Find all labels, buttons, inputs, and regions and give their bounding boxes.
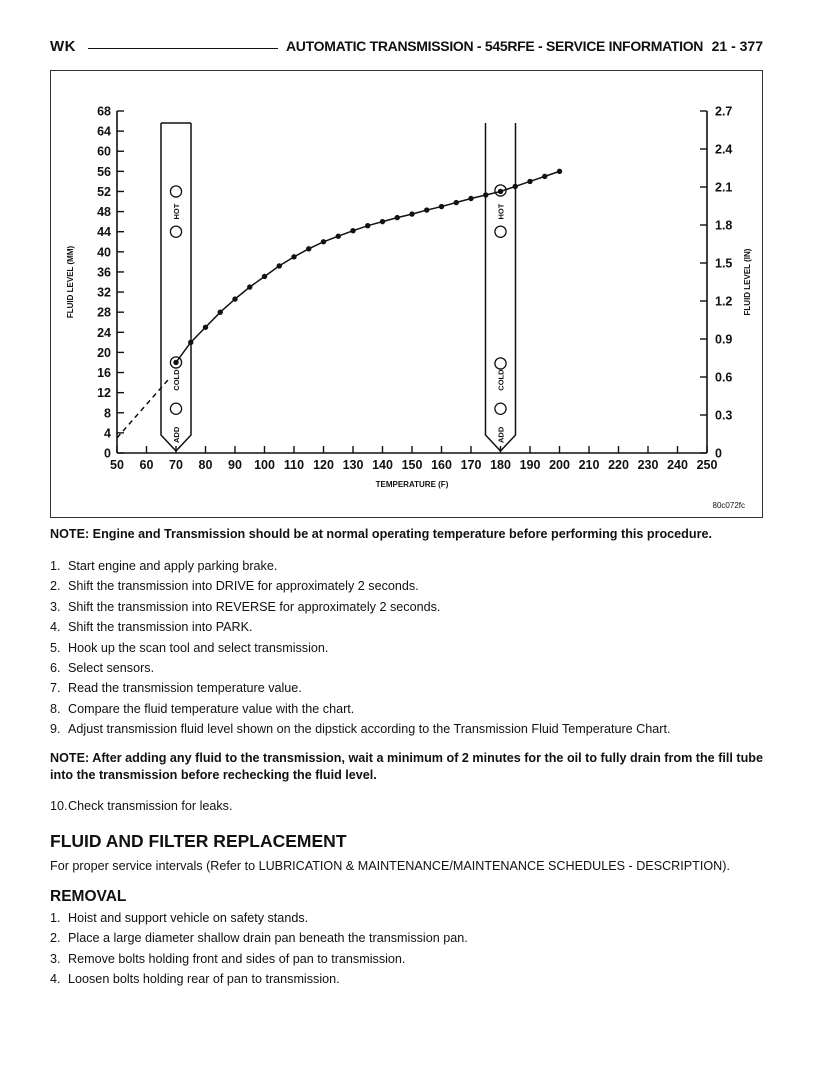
x-tick-label: 240	[667, 458, 688, 472]
x-tick-label: 70	[169, 458, 183, 472]
step-text: Read the transmission temperature value.	[68, 681, 302, 696]
y2-tick-label: 1.2	[715, 294, 733, 309]
step-text: Select sensors.	[68, 660, 155, 675]
step-number: 4.	[50, 620, 61, 635]
data-point	[424, 207, 429, 212]
data-point	[454, 200, 459, 205]
y-tick-label: 8	[104, 406, 111, 421]
data-point	[557, 169, 562, 174]
y2-tick-label: 2.1	[715, 180, 733, 195]
dipstick-hot-label: HOT	[172, 203, 181, 220]
dipstick-cold-range	[161, 123, 191, 451]
x-tick-label: 200	[549, 458, 570, 472]
list-item	[50, 597, 763, 617]
step-number: 9.	[50, 722, 61, 737]
data-point	[468, 196, 473, 201]
list-item	[50, 678, 763, 698]
fluid-level-chart	[51, 71, 764, 519]
y2-tick-label: 0	[715, 446, 722, 461]
x-tick-label: 60	[139, 458, 154, 472]
step-number: 6.	[50, 660, 61, 675]
y2-tick-label: 2.4	[715, 142, 733, 157]
step-number: 4.	[50, 972, 61, 987]
y-tick-label: 4	[104, 426, 111, 441]
data-point	[542, 174, 547, 179]
data-point	[409, 211, 414, 216]
list-item	[50, 658, 763, 678]
step-text: Adjust transmission fluid level shown on the dipstick according to the Transmission Fluid Temperature Chart.	[68, 722, 671, 737]
data-point	[395, 215, 400, 220]
step-number: 7.	[50, 681, 61, 696]
data-point	[527, 179, 532, 184]
dipstick-hot-range	[486, 123, 516, 451]
x-tick-label: 220	[608, 458, 629, 472]
dipstick-cold-label: COLD	[172, 369, 181, 391]
y-tick-label: 24	[97, 325, 111, 340]
data-point	[262, 274, 267, 279]
step-text: Compare the fluid temperature value with the chart.	[68, 701, 355, 716]
list-item	[50, 719, 763, 739]
fluid-level-chart-figure	[50, 70, 763, 518]
x-tick-label: 190	[519, 458, 541, 472]
procedure-content	[50, 526, 763, 989]
hot-mark-lower	[170, 226, 181, 237]
y-tick-label: 40	[97, 245, 111, 260]
header-vehicle-code: WK	[50, 38, 76, 55]
list-item	[50, 949, 763, 969]
x-tick-label: 100	[254, 458, 275, 472]
procedure-steps	[50, 556, 763, 740]
data-point	[306, 246, 311, 251]
hot-mark-upper	[170, 186, 181, 197]
y-tick-label: 64	[97, 124, 111, 139]
list-item	[50, 556, 763, 576]
figure-code: 80c072fc	[712, 501, 745, 510]
dipstick-add-label: ADD	[172, 426, 181, 444]
step-number: 5.	[50, 640, 61, 655]
y2-tick-label: 0.6	[715, 370, 733, 385]
y-tick-label: 32	[97, 285, 111, 300]
data-point	[321, 239, 326, 244]
data-point	[498, 189, 503, 194]
data-point	[483, 192, 488, 197]
data-point	[232, 296, 237, 301]
x-tick-label: 120	[313, 458, 334, 472]
data-point	[365, 223, 370, 228]
step-text: Shift the transmission into DRIVE for approximately 2 seconds.	[68, 579, 419, 594]
step-text: Remove bolts holding front and sides of pan to transmission.	[68, 951, 406, 966]
x-tick-label: 150	[401, 458, 423, 472]
fluid-level-curve	[176, 171, 560, 362]
x-tick-label: 130	[342, 458, 364, 472]
header-page-number: 21 - 377	[711, 38, 763, 54]
page-header	[50, 38, 763, 60]
y-tick-label: 20	[97, 345, 111, 360]
list-item	[50, 638, 763, 658]
x-tick-label: 230	[637, 458, 659, 472]
list-item	[50, 796, 763, 816]
note-drain-wait: NOTE: After adding any fluid to the transmission, wait a minimum of 2 minutes for the oil to fully drain from the fill tube into the transmission before rechecking the fluid level.	[50, 750, 763, 782]
hot-mark-lower	[495, 226, 506, 237]
step-text: Hoist and support vehicle on safety stands.	[68, 910, 309, 925]
y-tick-label: 48	[97, 205, 111, 220]
y-tick-label: 60	[97, 144, 111, 159]
section-intro: For proper service intervals (Refer to LUBRICATION & MAINTENANCE/MAINTENANCE SCHEDULES - DESCRIPTION).	[50, 858, 730, 873]
cold-mark-lower	[170, 403, 181, 414]
data-point	[380, 219, 385, 224]
y-tick-label: 68	[97, 104, 111, 119]
step-text: Check transmission for leaks.	[68, 798, 233, 813]
list-item	[50, 699, 763, 719]
x-tick-label: 210	[578, 458, 600, 472]
x-tick-label: 160	[431, 458, 452, 472]
y2-tick-label: 1.8	[715, 218, 733, 233]
y-axis-label: FLUID LEVEL (MM)	[66, 245, 75, 319]
step-number: 1.	[50, 559, 61, 573]
data-point	[188, 340, 193, 345]
y-tick-label: 56	[97, 164, 111, 179]
data-point	[336, 234, 341, 239]
x-tick-label: 110	[283, 458, 305, 472]
y-tick-label: 36	[97, 265, 111, 280]
step-number: 3.	[50, 599, 61, 614]
dipstick-cold-label: COLD	[496, 369, 506, 391]
y-tick-label: 28	[97, 305, 111, 320]
removal-steps	[50, 908, 763, 990]
step-text: Place a large diameter shallow drain pan beneath the transmission pan.	[68, 931, 468, 946]
x-tick-label: 50	[110, 458, 124, 472]
x-axis-label: TEMPERATURE (F)	[375, 480, 449, 489]
step-text: Hook up the scan tool and select transmission.	[68, 640, 329, 655]
data-point	[513, 184, 518, 189]
data-point	[350, 228, 355, 233]
data-point	[218, 309, 223, 314]
y-tick-label: 44	[97, 225, 111, 240]
procedure-steps-continued	[50, 796, 763, 816]
list-item	[50, 576, 763, 596]
fluid-level-extrapolation	[117, 378, 170, 438]
list-item	[50, 969, 763, 989]
removal-title: REMOVAL	[50, 887, 127, 905]
x-tick-label: 180	[490, 458, 511, 472]
y2-tick-label: 0.9	[715, 332, 733, 347]
header-rule	[88, 48, 278, 49]
step-number: 1.	[50, 910, 61, 925]
data-point	[439, 204, 444, 209]
data-point	[173, 360, 178, 365]
x-tick-label: 80	[198, 458, 213, 472]
y-tick-label: 12	[97, 386, 111, 401]
step-text: Loosen bolts holding rear of pan to transmission.	[68, 972, 340, 987]
section-title: FLUID AND FILTER REPLACEMENT	[50, 830, 347, 851]
y-tick-label: 0	[104, 446, 111, 461]
data-point	[203, 325, 208, 330]
list-item	[50, 908, 763, 928]
step-number: 2.	[50, 931, 61, 946]
x-tick-label: 90	[228, 458, 242, 472]
step-text: Shift the transmission into PARK.	[68, 620, 253, 635]
cold-mark-upper	[495, 358, 506, 369]
data-point	[247, 284, 252, 289]
step-text: Start engine and apply parking brake.	[68, 559, 278, 573]
data-point	[291, 254, 296, 259]
y-tick-label: 52	[97, 184, 111, 199]
x-tick-label: 250	[696, 458, 718, 472]
step-number: 8.	[50, 701, 61, 716]
y2-tick-label: 1.5	[715, 256, 733, 271]
x-tick-label: 170	[460, 458, 482, 472]
header-section-title: AUTOMATIC TRANSMISSION - 545RFE - SERVICE INFORMATION	[286, 38, 704, 54]
y-tick-label: 16	[97, 366, 111, 381]
x-tick-label: 140	[372, 458, 393, 472]
y2-tick-label: 2.7	[715, 104, 733, 119]
y2-tick-label: 0.3	[715, 408, 733, 423]
data-point	[277, 263, 282, 268]
step-number: 3.	[50, 951, 61, 966]
y2-axis-label: FLUID LEVEL (IN)	[743, 248, 752, 316]
cold-mark-lower	[495, 403, 506, 414]
step-number: 10.	[50, 798, 68, 813]
dipstick-hot-label: HOT	[496, 203, 506, 220]
dipstick-add-label: ADD	[496, 426, 506, 444]
step-text: Shift the transmission into REVERSE for approximately 2 seconds.	[68, 599, 441, 614]
list-item	[50, 617, 763, 637]
note-operating-temperature: NOTE: Engine and Transmission should be at normal operating temperature before performing this procedure.	[50, 527, 712, 541]
step-number: 2.	[50, 579, 61, 594]
list-item	[50, 928, 763, 948]
